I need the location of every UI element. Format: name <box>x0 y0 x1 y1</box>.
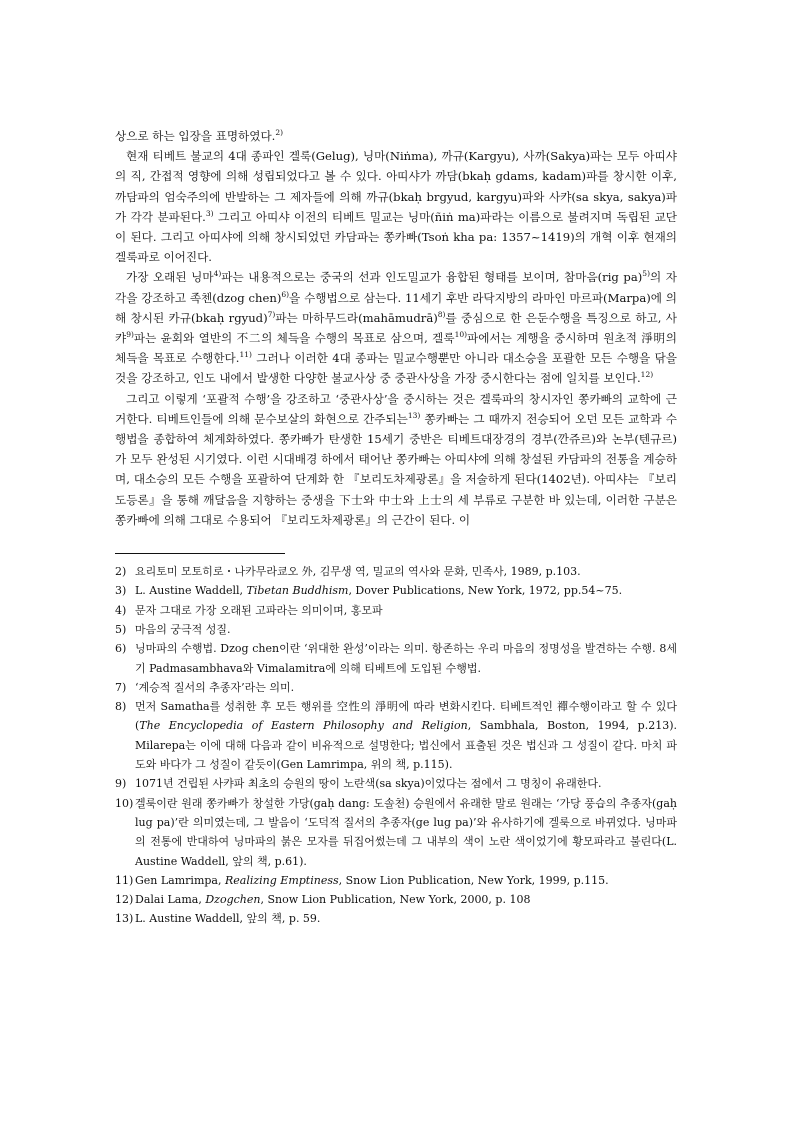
paragraph <box>115 389 677 530</box>
footnote-text <box>135 794 677 871</box>
text-run: 닝마파의 수행법. Dzog chen이란 ‘위대한 완성’이라는 의미. 항존하는 우리 마음의 정명성을 발견하는 수행. 8세기 Padmasambhava와 Vimalamitra에 의해 티베트에 도입된 수행법. <box>135 642 677 675</box>
footnote-number: 6) <box>115 642 127 656</box>
text-run: 파는 윤회와 열반의 不二의 체득을 수행의 목표로 삼으며, 겔룩 <box>133 331 455 346</box>
footnote-ref: 4) <box>213 269 222 279</box>
footnote-ref: 7) <box>267 309 276 319</box>
footnote-number: 11) <box>115 873 134 887</box>
paragraph <box>115 146 677 267</box>
text-run: 파는 마하무드라(mahāmudrā) <box>275 310 438 325</box>
text-run: 먼저 Samatha를 성취한 후 모든 행위를 空性의 淨明에 따라 변화시킨다. 티베트적인 禪수행이라고 할 수 있다( <box>135 700 677 733</box>
footnote <box>115 774 677 793</box>
footnote <box>115 697 677 774</box>
footnote-ref: 5) <box>642 269 650 279</box>
italic-title: Tibetan Buddhism <box>246 584 349 598</box>
text-run: 요리토미 모토히로・나카무라쿄오 外, 김무생 역, 밀교의 역사와 문화, 민족사, 1989, p.103. <box>135 565 581 579</box>
text-run: 파에서는 계행을 중시하며 원초적 淨明의 체득을 목표로 수행한다. <box>115 331 677 366</box>
footnote-text <box>135 890 677 909</box>
text-run: , Snow Lion Publication, New York, 2000, p. 108 <box>260 893 531 907</box>
footnote-text <box>135 620 677 639</box>
footnote-ref: 8) <box>437 309 446 319</box>
footnote-text <box>135 562 677 581</box>
text-run: 파는 내용적으로는 중국의 선과 인도밀교가 융합된 형태를 보이며, 참마음(rig pa) <box>221 270 643 285</box>
footnote-ref: 9) <box>126 330 134 340</box>
footnote-ref: 6) <box>281 289 290 299</box>
footnote-text <box>135 871 677 890</box>
footnote <box>115 909 677 928</box>
text-run: , Sambhala, Boston, 1994, p.213). Milarepa는 이에 대해 다음과 같이 비유적으로 설명한다; 법신에서 표출된 것은 법신과 그 성질이 같다. 마치 파도와 바다가 그 성질이 같듯이(Gen Lamrimpa, 위의 책, p.115). <box>135 719 677 772</box>
paragraph <box>115 126 677 146</box>
text-run: 현재 티베트 불교의 4대 종파인 겔룩(Gelug), 닝마(Niṅma), 까규(Kargyu), 사까(Sakya)파는 모두 아띠샤의 직, 간접적 영향에 의해 성립되었다고 볼 수 있다. 아띠샤가 까담(bkaḥ gdams, kadam)파를 창시한 이후, 까담파의 엄숙주의에 반발하는 그 제자들에 의해 까규(bkaḥ brgyud, kargyu)파와 사캬(sa skya, sakya)파가 각각 분파된다. <box>115 149 677 224</box>
text-run: 가장 오래된 닝마 <box>126 270 214 285</box>
footnote <box>115 601 677 620</box>
footnote-number: 3) <box>115 584 127 598</box>
footnote <box>115 581 677 600</box>
footnote <box>115 562 677 581</box>
footnote-number: 7) <box>115 680 127 694</box>
text-run: 를 중심으로 한 은둔수행을 특징으로 하고, 사캬 <box>115 310 678 346</box>
text-run: , Snow Lion Publication, New York, 1999, p.115. <box>338 873 609 887</box>
text-run: 그리고 이렇게 ‘포괄적 수행’을 강조하고 ‘중관사상’을 중시하는 것은 겔룩파의 창시자인 쫑카빠의 교학에 근거한다. 티베트인들에 의해 문수보살의 화현으로 간주되는 <box>115 391 677 426</box>
text-run: ‘계승적 질서의 추종자’라는 의미. <box>135 680 295 694</box>
footnote-text <box>135 601 677 620</box>
page <box>115 126 677 929</box>
text-run: L. Austine Waddell, <box>135 584 247 598</box>
text-run: , Dover Publications, New York, 1972, pp.54~75. <box>348 584 623 598</box>
footnote <box>115 678 677 697</box>
italic-title: The Encyclopedia of Eastern Philosophy and Religion <box>139 719 468 733</box>
text-run: 1071년 건립된 사캬파 최초의 승원의 땅이 노란색(sa skya)이었다는 점에서 그 명칭이 유래한다. <box>135 777 602 791</box>
footnote-number: 9) <box>115 777 127 791</box>
body-text <box>115 126 677 530</box>
text-run: 그리고 아띠샤 이전의 티베트 밀교는 닝마(ñiṅ ma)파라는 이름으로 불려지며 독립된 교단이 된다. 그리고 아띠샤에 의해 창시되었던 카담파는 쫑카빠(Tsoṅ kha pa: 1357~1419)의 개혁 이후 현재의 겔룩파로 이어진다. <box>115 209 677 265</box>
footnote-number: 13) <box>115 912 134 926</box>
footnote-ref: 12) <box>640 370 654 380</box>
footnote-text <box>135 697 677 774</box>
italic-title: Realizing Emptiness <box>224 873 339 887</box>
text-run: 을 수행법으로 삼는다. 11세기 후반 라닥지방의 라마인 마르파(Marpa)에 의해 창시된 카규(bkaḥ rgyud) <box>115 290 677 325</box>
footnote-ref: 2) <box>275 128 284 138</box>
footnote-number: 5) <box>115 622 127 636</box>
text-run: 의 자각을 강조하고 족첸(dzog chen) <box>115 270 677 305</box>
footnote-text <box>135 639 677 678</box>
footnote-number: 4) <box>115 603 127 617</box>
text-run: 쫑카빠는 그 때까지 전승되어 오던 모든 교학과 수행법을 종합하여 체계화하였다. 쫑카빠가 탄생한 15세기 중반은 티베트대장경의 경부(깐쥬르)와 논부(텐규르)가 모두 완성된 시기였다. 이런 시대배경 하에서 태어난 쫑카빠는 아띠샤에 의해 창설된 카담파의 전통을 계승하며, 대소승의 모든 수행을 포괄하여 단계화 한 『보리도차제광론』을 저술하게 된다(1402년). 아띠샤는 『보리도등론』을 통해 깨달음을 지향하는 중생을 下士와 中士와 上士의 세 부류로 구분한 바 있는데, 이러한 구분은 쫑카빠에 의해 그대로 수용되어 『보리도차제광론』의 근간이 된다. 이 <box>115 411 677 527</box>
footnote <box>115 890 677 909</box>
footnote-number: 2) <box>115 565 127 579</box>
footnote-ref: 3) <box>205 208 214 218</box>
footnote <box>115 639 677 678</box>
footnote-ref: 11) <box>239 350 252 360</box>
footnote <box>115 794 677 871</box>
paragraph <box>115 267 677 388</box>
footnote-ref: 13) <box>407 410 421 420</box>
text-run: 문자 그대로 가장 오래된 고파라는 의미이며, 홍모파 <box>135 603 383 617</box>
footnote <box>115 871 677 890</box>
italic-title: Dzogchen <box>205 893 261 907</box>
text-run: L. Austine Waddell, 앞의 책, p. 59. <box>135 912 321 926</box>
footnote-text <box>135 774 677 793</box>
footnote-number: 12) <box>115 893 134 907</box>
footnotes <box>115 562 677 929</box>
footnote-number: 8) <box>115 700 127 714</box>
text-run: Gen Lamrimpa, <box>135 873 225 887</box>
text-run: 그러나 이러한 4대 종파는 밀교수행뿐만 아니라 대소승을 포괄한 모든 수행을 닦을 것을 강조하고, 인도 내에서 발생한 다양한 불교사상 중 중관사상을 가장 중시한다는 점에 일치를 보인다. <box>115 351 677 386</box>
text-run: 마음의 궁극적 성질. <box>135 622 231 636</box>
footnote-text <box>135 909 677 928</box>
text-run: Dalai Lama, <box>135 893 206 907</box>
footnote-ref: 10) <box>454 330 468 340</box>
footnote-number: 10) <box>115 796 134 810</box>
footnote-text <box>135 678 677 697</box>
text-run: 겔룩이란 원래 쫑카빠가 창설한 가당(gaḥ dang: 도솔천) 승원에서 유래한 말로 원래는 ‘가당 풍습의 추종자(gaḥ lug pa)’란 의미였는데, 그 발음이 ‘도덕적 질서의 추종자(ge lug pa)’와 유사하기에 겔룩으로 바뀌었다. 닝마파의 전통에 반대하여 닝마파의 붉은 모자를 뒤집어썼는데 그 내부의 색이 노란 색이었기에 황모파라고 불린다(L. Austine Waddell, 앞의 책, p.61). <box>135 796 677 868</box>
footnote <box>115 620 677 639</box>
footnote-text <box>135 581 677 600</box>
text-run: 상으로 하는 입장을 표명하였다. <box>115 129 276 143</box>
footnote-divider <box>115 553 285 554</box>
